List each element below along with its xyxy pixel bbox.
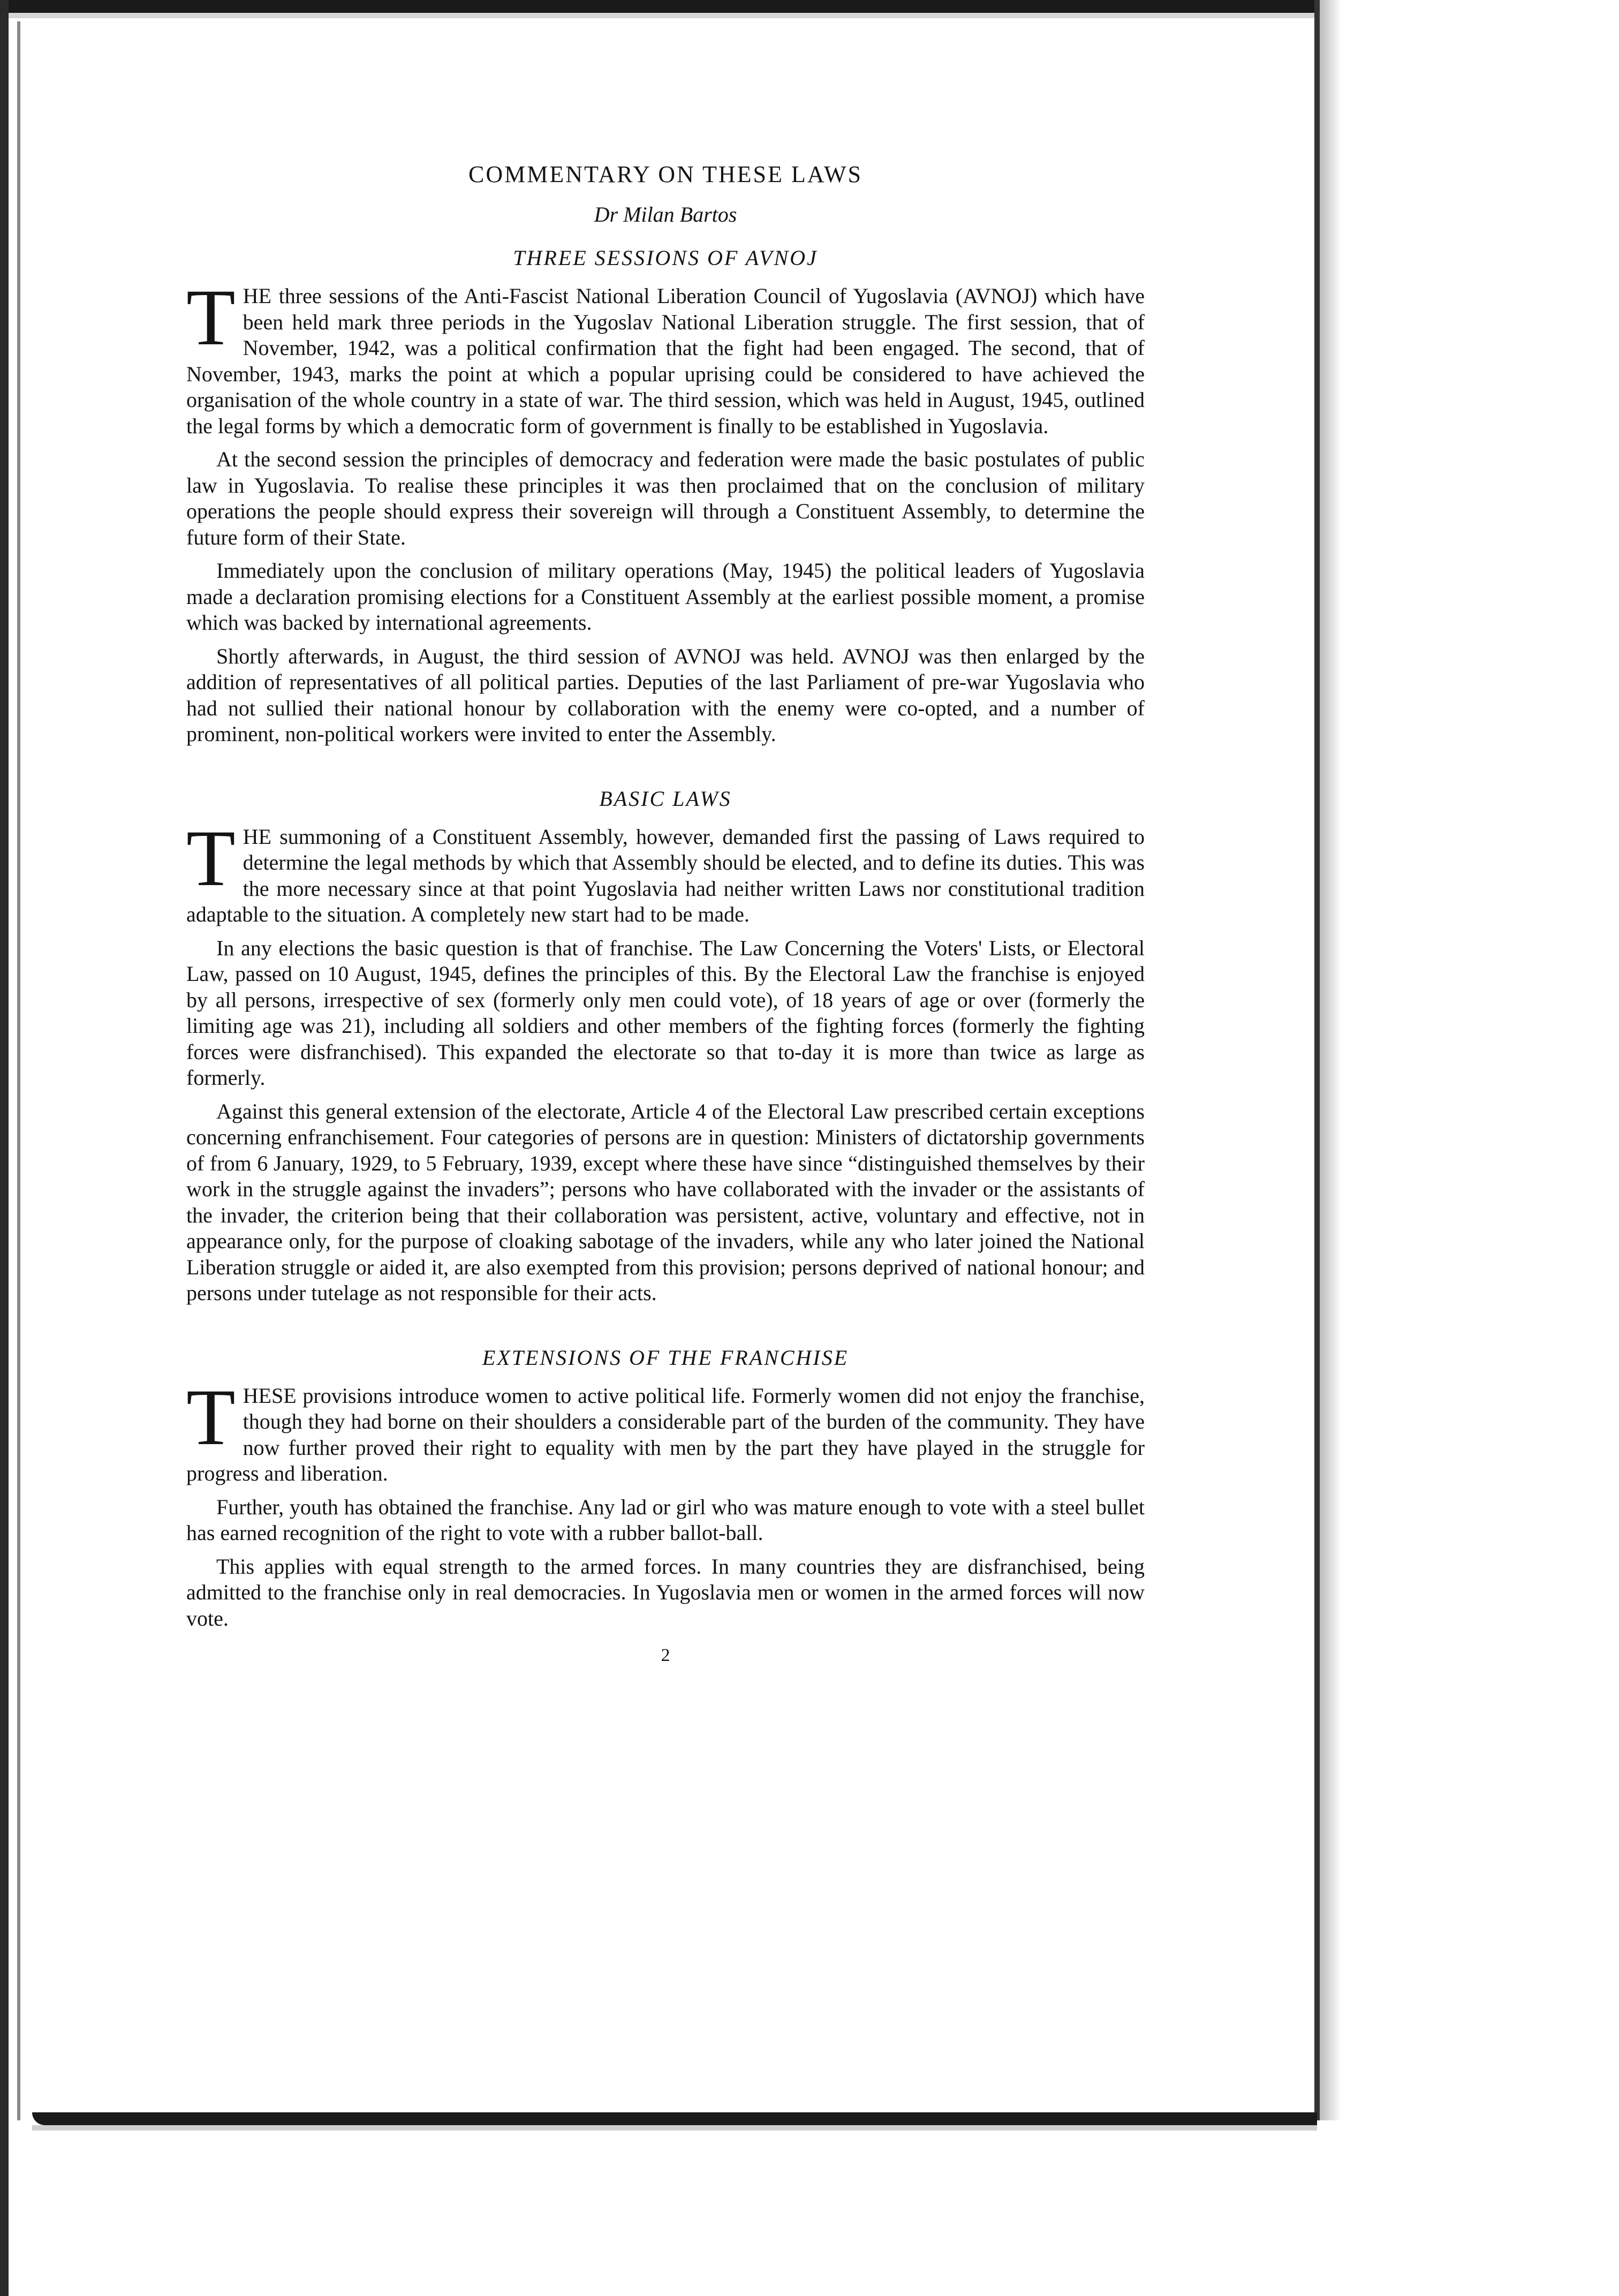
document-page — [186, 161, 1145, 1666]
section-extensions-franchise — [186, 1345, 1145, 1632]
scan-left-fold — [17, 21, 20, 2120]
paragraph-text: HE three sessions of the Anti-Fascist National Liberation Council of Yugoslavia (AVNOJ) which have been held mark three periods in the Yugoslav National Liberation struggle. The first session, that of November, 1942, was a political confirmation that the fight had been engaged. The second, that of November, 1943, marks the point at which a popular uprising could be considered to have achieved the organisation of the whole country in a state of war. The third session, which was held in August, 1945, outlined the legal forms by which a democratic form of government is finally to be established in Yugoslavia. — [186, 284, 1145, 438]
scan-right-shadow — [1320, 0, 1341, 2120]
paragraph: Against this general extension of the electorate, Article 4 of the Electoral Law prescribed certain exceptions concerning enfranchisement. Four categories of persons are in question: Ministers of dictatorship governments of from 6 January, 1929, to 5 February, 1939, except where these have since “distinguished themselves by their work in the struggle against the invaders”; persons who have collaborated with the invader or the assistants of the invader, the criterion being that their collaboration was persistent, active, voluntary and effective, not in appearance only, for the purpose of cloaking sabotage of the invaders, while any who later joined the National Liberation struggle or aided it, are also exempted from this provision; persons deprived of national honour; and persons under tutelage as not responsible for their acts. — [186, 1099, 1145, 1305]
paragraph: Immediately upon the conclusion of military operations (May, 1945) the political leaders of Yugoslavia made a declaration promising elections for a Constituent Assembly at the earliest possible moment, a promise which was backed by international agreements. — [186, 558, 1145, 635]
paragraph — [186, 813, 1145, 928]
paragraph: At the second session the principles of democracy and federation were made the basic postulates of public law in Yugoslavia. To realise these principles it was then proclaimed that on the conclusion of military operations the people should express their sovereign will through a Constituent Assembly, to determine the future form of their State. — [186, 447, 1145, 549]
section-heading: BASIC LAWS — [599, 786, 732, 811]
paragraph: Further, youth has obtained the franchise. Any lad or girl who was mature enough to vote with a steel bullet has earned recognition of the right to vote with a rubber ballot-ball. — [186, 1494, 1145, 1545]
section-three-sessions — [186, 245, 1145, 747]
scan-left-edge — [0, 0, 9, 2296]
paragraph: This applies with equal strength to the armed forces. In many countries they are disfranchised, being admitted to the franchise only in real democracies. In Yugoslavia men or women in the armed forces will now vote. — [186, 1554, 1145, 1630]
scan-top-edge — [0, 0, 1317, 13]
document-title: COMMENTARY ON THESE LAWS — [468, 161, 863, 187]
drop-cap: T — [186, 813, 236, 903]
scan-top-shadow — [0, 13, 1317, 18]
drop-cap: T — [186, 1372, 236, 1462]
drop-cap: T — [186, 273, 236, 362]
paragraph-text: HESE provisions introduce women to active political life. Formerly women did not enjoy the franchise, though they had borne on their shoulders a considerable part of the burden of the community. They have now further proved their right to equality with men by the part they have played in the struggle for progress and liberation. — [186, 1383, 1145, 1485]
scan-bottom-edge — [32, 2112, 1317, 2125]
scan-right-edge — [1314, 0, 1320, 2120]
section-basic-laws — [186, 786, 1145, 1306]
document-author: Dr Milan Bartos — [594, 202, 737, 226]
paragraph — [186, 1372, 1145, 1487]
page-number: 2 — [661, 1645, 670, 1665]
section-heading: THREE SESSIONS OF AVNOJ — [513, 246, 818, 270]
section-heading: EXTENSIONS OF THE FRANCHISE — [482, 1345, 849, 1370]
paragraph: Shortly afterwards, in August, the third session of AVNOJ was held. AVNOJ was then enlarged by the addition of representatives of all political parties. Deputies of the last Parliament of pre-war Yugoslavia who had not sullied their national honour by collaboration with the enemy were co-opted, and a number of prominent, non-political workers were invited to enter the Assembly. — [186, 644, 1145, 746]
paragraph: In any elections the basic question is that of franchise. The Law Concerning the Voters' Lists, or Electoral Law, passed on 10 August, 1945, defines the principles of this. By the Electoral Law the franchise is enjoyed by all persons, irrespective of sex (formerly only men could vote), of 18 years of age or over (formerly the limiting age was 21), including all soldiers and other members of the fighting forces (formerly the fighting forces were disfranchised). This expanded the electorate so that to-day it is more than twice as large as formerly. — [186, 935, 1145, 1090]
scan-bottom-shadow — [32, 2125, 1317, 2131]
paragraph — [186, 273, 1145, 439]
paragraph-text: HE summoning of a Constituent Assembly, however, demanded first the passing of Laws required to determine the legal methods by which that Assembly should be elected, and to define its duties. This was the more necessary since at that point Yugoslavia had neither written Laws nor constitutional tradition adaptable to the situation. A completely new start had to be made. — [186, 824, 1145, 926]
